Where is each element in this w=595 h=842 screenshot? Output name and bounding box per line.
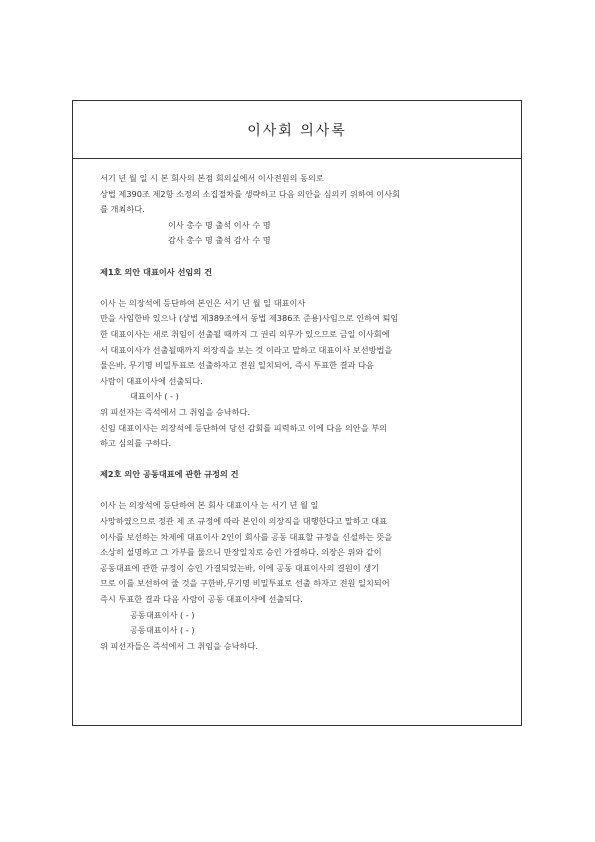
agenda1-line: 이사 는 의장석에 등단하여 본인은 서기 년 월 일 대표이사 [100, 297, 306, 308]
title-area [73, 101, 521, 159]
intro-line: 상법 제390조 제2항 소정의 소집절차를 생략하고 다음 의안을 심의키 위하여 이사회 [100, 188, 400, 199]
agenda2-line: 공동대표에 관한 규정이 승인 가결되었는바, 이에 공동 대표이사의 결원이 생기 [100, 562, 380, 573]
attendance-auditors: 감사 총수 명 출석 감사 수 명 [168, 235, 271, 246]
intro-line: 를 개최하다. [100, 204, 145, 215]
agenda1-line: 만을 사임한바 있으나 (상법 제389조에서 동법 제386조 준용)사임으로 인하여 퇴임 [100, 313, 399, 324]
agenda1-line: 한 대표이사는 새로 취임이 선출될 때까지 그 권리 의무가 있으므로 금일 이사회에 [100, 328, 390, 339]
agenda2-elected: 공동대표이사 ( - ) [130, 625, 195, 636]
agenda2-line: 이사를 보선하는 차제에 대표이사 2인이 회사를 공동 대표할 규정을 신설하는 뜻을 [100, 531, 393, 542]
agenda2-closing: 위 피선자들은 즉석에서 그 취임을 승낙하다. [100, 640, 258, 651]
minutes-frame [72, 100, 522, 726]
agenda2-line: 즉시 투표한 결과 다음 사람이 공동 대표이사에 선출되다. [100, 594, 303, 605]
agenda1-line: 사람이 대표이사에 선출되다. [100, 375, 203, 386]
attendance-directors: 이사 총수 명 출석 이사 수 명 [168, 219, 271, 230]
agenda1-closing: 하고 심의를 구하다. [100, 438, 172, 449]
agenda1-heading: 제1호 의안 대표이사 선임의 건 [100, 266, 213, 277]
agenda1-line: 물은바, 무기명 비밀투표로 선출하자고 전원 일치되어, 즉시 투표한 결과 다음 [100, 360, 374, 371]
intro-line: 서기 년 월 일 시 본 회사의 본점 회의실에서 이사전원의 동의로 [100, 173, 324, 183]
agenda1-line: 서 대표이사가 선출될때까지 의장직을 보는 것 이라고 말하고 대표이사 보선방법을 [100, 344, 393, 355]
document-title: 이사회 의사록 [247, 122, 347, 139]
agenda2-line: 소상히 설명하고 그 가부를 물으니 만장일치로 승인 가결하다. 의장은 위와 같이 [100, 547, 382, 558]
agenda1-closing: 신임 대표이사는 의장석에 등단하여 당선 감회를 피력하고 이에 다음 의안을 부의 [100, 422, 388, 433]
agenda2-line: 므로 이를 보선하여 줄 것을 구한바,무기명 비밀투표로 선출 하자고 전원 일치되어 [100, 578, 390, 589]
agenda2-line: 이사 는 의장석에 등단하여 본 회사 대표이사 는 서기 년 월 일 [100, 500, 319, 511]
agenda2-elected: 공동대표이사 ( - ) [130, 609, 195, 620]
agenda2-heading: 제2호 의안 공동대표에 관한 규정의 건 [100, 469, 239, 480]
minutes-body [100, 171, 500, 654]
agenda2-line: 사망하였으므로 정관 제 조 규정에 따라 본인이 의장직을 대행한다고 말하고 대표 [100, 516, 388, 527]
agenda1-elected: 대표이사 ( - ) [130, 391, 179, 402]
agenda1-closing: 위 피선자는 즉석에서 그 취임을 승낙하다. [100, 406, 251, 417]
